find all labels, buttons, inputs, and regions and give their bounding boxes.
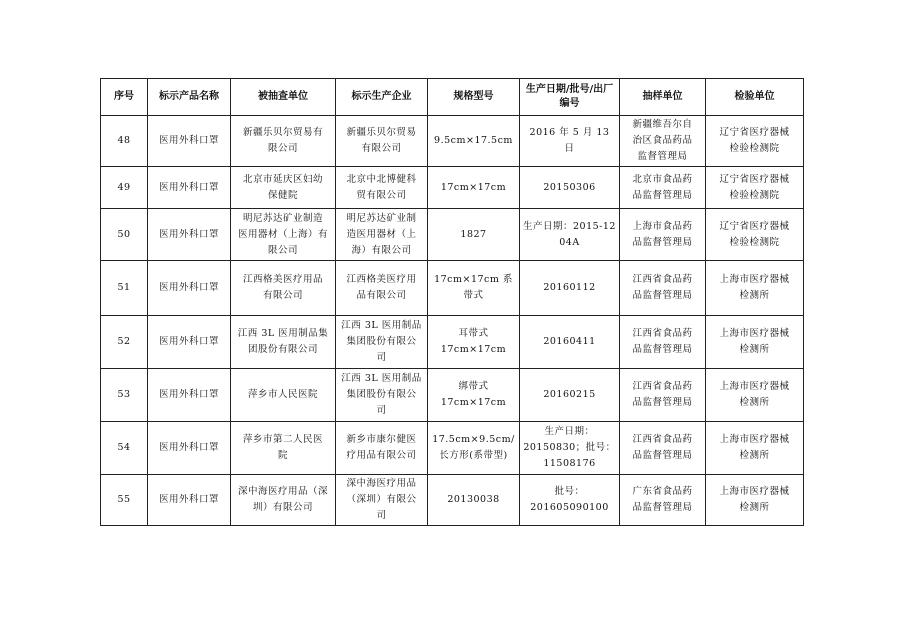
product-cell: 医用外科口罩 bbox=[148, 167, 231, 209]
seq-cell: 54 bbox=[101, 422, 148, 475]
header-batch: 生产日期/批号/出厂编号 bbox=[520, 79, 620, 116]
header-maker: 标示生产企业 bbox=[336, 79, 428, 116]
tester-cell: 上海市医疗器械 检测所 bbox=[706, 261, 804, 316]
inspected-cell: 北京市延庆区妇幼 保健院 bbox=[231, 167, 336, 209]
table-row bbox=[101, 475, 804, 526]
table-row bbox=[101, 209, 804, 261]
header-seq: 序号 bbox=[101, 79, 148, 116]
maker-cell: 明尼苏达矿业制 造医用器材（上 海）有限公司 bbox=[336, 209, 428, 261]
batch-cell: 20160411 bbox=[520, 316, 620, 369]
table-row bbox=[101, 116, 804, 167]
table-row bbox=[101, 316, 804, 369]
maker-cell: 江西 3L 医用制品 集团股份有限公 司 bbox=[336, 369, 428, 422]
spec-cell: 9.5cm×17.5cm bbox=[428, 116, 520, 167]
seq-cell: 49 bbox=[101, 167, 148, 209]
table-row bbox=[101, 167, 804, 209]
tester-cell: 上海市医疗器械 检测所 bbox=[706, 369, 804, 422]
seq-cell: 48 bbox=[101, 116, 148, 167]
header-spec: 规格型号 bbox=[428, 79, 520, 116]
inspected-cell: 萍乡市第二人民医 院 bbox=[231, 422, 336, 475]
sampler-cell: 江西省食品药 品监督管理局 bbox=[620, 316, 706, 369]
seq-cell: 55 bbox=[101, 475, 148, 526]
inspection-table bbox=[100, 78, 804, 526]
batch-cell: 20160215 bbox=[520, 369, 620, 422]
sampler-cell: 江西省食品药 品监督管理局 bbox=[620, 369, 706, 422]
sampler-cell: 江西省食品药 品监督管理局 bbox=[620, 261, 706, 316]
tester-cell: 上海市医疗器械 检测所 bbox=[706, 422, 804, 475]
inspected-cell: 萍乡市人民医院 bbox=[231, 369, 336, 422]
batch-cell: 2016 年 5 月 13 日 bbox=[520, 116, 620, 167]
inspected-cell: 深中海医疗用品（深 圳）有限公司 bbox=[231, 475, 336, 526]
seq-cell: 50 bbox=[101, 209, 148, 261]
tester-cell: 辽宁省医疗器械 检验检测院 bbox=[706, 116, 804, 167]
spec-cell: 17cm×17cm bbox=[428, 167, 520, 209]
spec-cell: 绑带式 17cm×17cm bbox=[428, 369, 520, 422]
seq-cell: 52 bbox=[101, 316, 148, 369]
batch-cell: 生产日期：2015-12 04A bbox=[520, 209, 620, 261]
tester-cell: 辽宁省医疗器械 检验检测院 bbox=[706, 209, 804, 261]
maker-cell: 新疆乐贝尔贸易 有限公司 bbox=[336, 116, 428, 167]
batch-cell: 20160112 bbox=[520, 261, 620, 316]
product-cell: 医用外科口罩 bbox=[148, 316, 231, 369]
spec-cell: 17cm×17cm 系 带式 bbox=[428, 261, 520, 316]
maker-cell: 新乡市康尔健医 疗用品有限公司 bbox=[336, 422, 428, 475]
sampler-cell: 新疆维吾尔自 治区食品药品 监督管理局 bbox=[620, 116, 706, 167]
product-cell: 医用外科口罩 bbox=[148, 369, 231, 422]
seq-cell: 51 bbox=[101, 261, 148, 316]
inspected-cell: 江西格美医疗用品 有限公司 bbox=[231, 261, 336, 316]
spec-cell: 耳带式 17cm×17cm bbox=[428, 316, 520, 369]
sampler-cell: 上海市食品药 品监督管理局 bbox=[620, 209, 706, 261]
maker-cell: 江西格美医疗用 品有限公司 bbox=[336, 261, 428, 316]
spec-cell: 1827 bbox=[428, 209, 520, 261]
table-row bbox=[101, 369, 804, 422]
product-cell: 医用外科口罩 bbox=[148, 422, 231, 475]
inspected-cell: 新疆乐贝尔贸易有 限公司 bbox=[231, 116, 336, 167]
sampler-cell: 江西省食品药 品监督管理局 bbox=[620, 422, 706, 475]
maker-cell: 江西 3L 医用制品 集团股份有限公 司 bbox=[336, 316, 428, 369]
batch-cell: 批号：201605090100 bbox=[520, 475, 620, 526]
batch-cell: 生产日期： 20150830；批号： 11508176 bbox=[520, 422, 620, 475]
sampler-cell: 广东省食品药 品监督管理局 bbox=[620, 475, 706, 526]
seq-cell: 53 bbox=[101, 369, 148, 422]
product-cell: 医用外科口罩 bbox=[148, 475, 231, 526]
sampler-cell: 北京市食品药 品监督管理局 bbox=[620, 167, 706, 209]
table-row bbox=[101, 261, 804, 316]
maker-cell: 北京中北博健科 贸有限公司 bbox=[336, 167, 428, 209]
product-cell: 医用外科口罩 bbox=[148, 116, 231, 167]
inspected-cell: 江西 3L 医用制品集 团股份有限公司 bbox=[231, 316, 336, 369]
tester-cell: 上海市医疗器械 检测所 bbox=[706, 316, 804, 369]
header-inspected: 被抽查单位 bbox=[231, 79, 336, 116]
header-product: 标示产品名称 bbox=[148, 79, 231, 116]
table-row bbox=[101, 422, 804, 475]
header-row bbox=[101, 79, 804, 116]
header-sampler: 抽样单位 bbox=[620, 79, 706, 116]
maker-cell: 深中海医疗用品 （深圳）有限公 司 bbox=[336, 475, 428, 526]
product-cell: 医用外科口罩 bbox=[148, 261, 231, 316]
product-cell: 医用外科口罩 bbox=[148, 209, 231, 261]
header-tester: 检验单位 bbox=[706, 79, 804, 116]
spec-cell: 20130038 bbox=[428, 475, 520, 526]
spec-cell: 17.5cm×9.5cm/ 长方形(系带型) bbox=[428, 422, 520, 475]
inspected-cell: 明尼苏达矿业制造 医用器材（上海）有 限公司 bbox=[231, 209, 336, 261]
tester-cell: 辽宁省医疗器械 检验检测院 bbox=[706, 167, 804, 209]
tester-cell: 上海市医疗器械 检测所 bbox=[706, 475, 804, 526]
batch-cell: 20150306 bbox=[520, 167, 620, 209]
